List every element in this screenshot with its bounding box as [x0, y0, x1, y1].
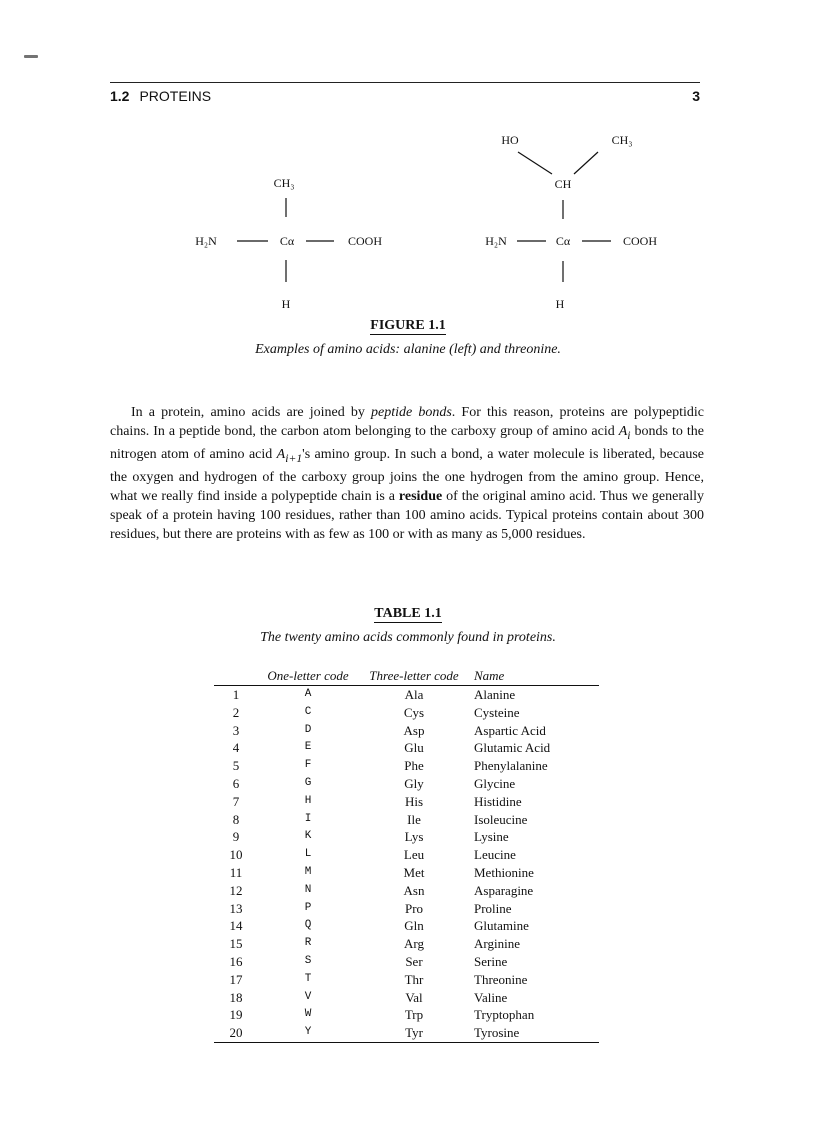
- threonine-h: H: [555, 297, 565, 310]
- three-letter-code: Cys: [403, 704, 425, 720]
- row-index: 17: [229, 971, 243, 987]
- alanine-cooh: COOH: [347, 234, 383, 248]
- table-row: [214, 864, 599, 882]
- row-index: 5: [232, 758, 240, 774]
- one-letter-code: E: [304, 741, 312, 754]
- row-index: 2: [232, 704, 240, 720]
- amino-acid-name: Valine: [474, 989, 508, 1005]
- row-index: 19: [229, 1007, 243, 1023]
- table-row: [214, 917, 599, 935]
- para-text: of the original amino acid. Thus we generally speak of a protein having 100 residues, rather than 100 amino acids. Typical proteins contain about 300 residues, but there are proteins with as few as 100 or with as many as 5,000 residues.: [110, 488, 704, 542]
- row-index: 3: [232, 722, 240, 738]
- para-text: 's amino group. In such a bond, a water molecule is liberated, because the oxygen and hydrogen of the carboxy group joins the one hydrogen from the amino group. Hence, what we really find inside a polypeptide chain is a: [110, 446, 704, 504]
- amino-acid-name: Arginine: [474, 936, 520, 952]
- three-letter-code: Pro: [404, 900, 424, 916]
- table-label-wrap: [0, 606, 816, 622]
- row-index: 10: [229, 847, 243, 863]
- one-letter-code: M: [304, 865, 312, 878]
- table-row: [214, 1006, 599, 1024]
- three-letter-code: Met: [403, 864, 425, 880]
- table-caption: The twenty amino acids commonly found in proteins.: [260, 630, 556, 645]
- one-letter-code: H: [304, 794, 312, 807]
- alanine-c-alpha: Cα: [279, 234, 295, 248]
- row-index: 16: [229, 953, 243, 969]
- bond-line: [574, 152, 598, 174]
- alanine-structure: [195, 176, 382, 310]
- one-letter-code: D: [304, 723, 312, 736]
- row-index: 14: [229, 918, 243, 934]
- para-text: . For this reason, proteins are polypeptidic chains. In a peptide bond, the carbon atom belonging to the carboxy group of amino acid: [110, 405, 704, 439]
- bond-line: [518, 152, 552, 174]
- running-header: [110, 88, 211, 104]
- three-letter-code: Ala: [404, 687, 424, 702]
- table-row: [214, 989, 599, 1007]
- row-index: 20: [214, 1024, 258, 1042]
- threonine-ch: CH: [554, 177, 572, 191]
- amino-acid-name: Tyrosine: [470, 1024, 599, 1042]
- row-index: 11: [229, 864, 243, 880]
- amino-acid-name: Tryptophan: [474, 1007, 535, 1023]
- threonine-structure: [485, 133, 657, 310]
- three-letter-code: Val: [405, 989, 423, 1005]
- col-header-index: [214, 667, 258, 686]
- row-index: 4: [232, 740, 240, 756]
- table-row: [214, 828, 599, 846]
- amino-acid-figure: [0, 120, 816, 310]
- body-paragraph: [110, 403, 704, 544]
- three-letter-code: Gln: [404, 918, 424, 934]
- table-row: [214, 757, 599, 775]
- one-letter-code: C: [304, 705, 312, 718]
- row-index: 8: [232, 811, 240, 827]
- threonine-cooh: COOH: [622, 234, 658, 248]
- table-row: [214, 846, 599, 864]
- alanine-h: H: [281, 297, 291, 310]
- three-letter-code: Lys: [404, 829, 424, 845]
- amino-acid-name: Threonine: [474, 971, 528, 987]
- one-letter-code: K: [304, 830, 312, 843]
- one-letter-code: T: [304, 972, 312, 985]
- one-letter-code: V: [304, 990, 312, 1003]
- row-index: 6: [232, 775, 240, 791]
- three-letter-code: Trp: [404, 1007, 424, 1023]
- three-letter-code: Tyr: [358, 1024, 470, 1042]
- table-row: [214, 935, 599, 953]
- scan-speck: [24, 55, 38, 58]
- one-letter-code: G: [304, 776, 312, 789]
- para-text: bonds to the nitrogen atom of amino acid: [110, 424, 704, 462]
- amino-acid-name: Asparagine: [474, 882, 534, 898]
- one-letter-code: L: [304, 848, 312, 861]
- three-letter-code: His: [404, 793, 424, 809]
- table-row: [214, 775, 599, 793]
- amino-acid-name: Aspartic Acid: [474, 722, 546, 738]
- amino-acid-name: Glutamine: [474, 918, 529, 934]
- table-row: [214, 793, 599, 811]
- one-letter-code: S: [304, 954, 312, 967]
- amino-acid-name: Lysine: [474, 829, 509, 845]
- table-body: [214, 686, 599, 1043]
- three-letter-code: Asn: [403, 882, 425, 898]
- amino-acid-name: Alanine: [474, 687, 516, 702]
- table-row: [214, 811, 599, 829]
- table-row: [214, 722, 599, 740]
- col-header-one-letter: One-letter code: [258, 667, 358, 686]
- table-row: [214, 900, 599, 918]
- amino-acid-name: Glycine: [474, 775, 516, 791]
- amino-acid-name: Isoleucine: [474, 811, 528, 827]
- para-emphasis: peptide bonds: [370, 405, 452, 420]
- figure-label-wrap: [0, 318, 816, 334]
- threonine-c-alpha: Cα: [555, 234, 571, 248]
- para-bold: residue: [398, 488, 443, 504]
- figure-caption: Examples of amino acids: alanine (left) and threonine.: [255, 342, 561, 357]
- math-var: A: [618, 424, 628, 439]
- table-row: [214, 882, 599, 900]
- row-index: 1: [232, 687, 240, 702]
- threonine-ch3: CH₃: [611, 133, 633, 147]
- one-letter-code: A: [304, 688, 312, 700]
- one-letter-code: F: [304, 759, 312, 772]
- threonine-h2n: H₂N: [485, 234, 507, 248]
- table-row: [214, 953, 599, 971]
- table-header-row: [214, 667, 599, 686]
- amino-acid-name: Leucine: [474, 847, 516, 863]
- three-letter-code: Glu: [404, 740, 424, 756]
- amino-acid-name: Serine: [474, 953, 508, 969]
- three-letter-code: Asp: [403, 722, 425, 738]
- amino-acid-name: Cysteine: [474, 704, 520, 720]
- one-letter-code: I: [304, 812, 312, 825]
- three-letter-code: Ser: [405, 953, 423, 969]
- row-index: 15: [229, 936, 243, 952]
- three-letter-code: Leu: [403, 847, 425, 863]
- threonine-ho: HO: [501, 133, 519, 147]
- one-letter-code: Q: [304, 919, 312, 932]
- amino-acid-name: Proline: [474, 900, 512, 916]
- amino-acid-name: Glutamic Acid: [474, 740, 551, 756]
- table-row: [214, 704, 599, 722]
- table-row: [214, 1024, 599, 1042]
- col-header-name: Name: [470, 667, 599, 686]
- table-row: [214, 739, 599, 757]
- col-header-three-letter: Three-letter code: [358, 667, 470, 686]
- row-index: 12: [229, 882, 243, 898]
- one-letter-code: N: [304, 883, 312, 896]
- one-letter-code: Y: [258, 1024, 358, 1042]
- table-row: [214, 971, 599, 989]
- amino-acid-name: Phenylalanine: [474, 758, 548, 774]
- one-letter-code: W: [304, 1008, 312, 1021]
- one-letter-code: R: [304, 937, 312, 950]
- page-number: 3: [692, 88, 700, 104]
- alanine-ch3: CH₃: [273, 176, 295, 190]
- row-index: 9: [232, 829, 240, 845]
- section-title: PROTEINS: [139, 88, 212, 104]
- three-letter-code: Phe: [404, 758, 424, 774]
- header-rule: [110, 82, 700, 83]
- table-label: TABLE 1.1: [374, 606, 442, 621]
- amino-acid-name: Histidine: [474, 793, 522, 809]
- three-letter-code: Arg: [404, 936, 424, 952]
- three-letter-code: Ile: [407, 811, 421, 827]
- three-letter-code: Thr: [404, 971, 424, 987]
- math-sub: i: [627, 428, 631, 442]
- math-var: A: [276, 446, 286, 462]
- table-row: [214, 686, 599, 704]
- amino-acid-table: [214, 667, 599, 1043]
- amino-acid-name: Methionine: [474, 864, 534, 880]
- row-index: 18: [229, 989, 243, 1005]
- row-index: 13: [229, 900, 243, 916]
- row-index: 7: [232, 793, 240, 809]
- three-letter-code: Gly: [404, 775, 424, 791]
- math-sub: i+1: [285, 451, 303, 465]
- figure-label: FIGURE 1.1: [370, 318, 446, 333]
- para-text: In a protein, amino acids are joined by: [131, 405, 371, 420]
- section-number: 1.2: [110, 88, 130, 104]
- one-letter-code: P: [304, 901, 312, 914]
- alanine-h2n: H₂N: [195, 234, 217, 248]
